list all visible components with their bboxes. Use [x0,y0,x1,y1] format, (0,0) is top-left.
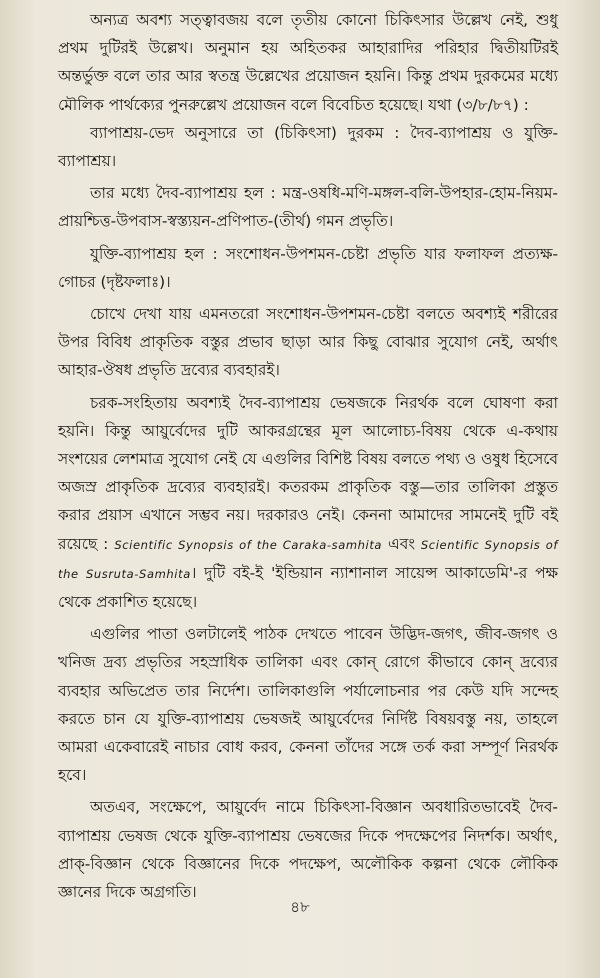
paragraph-6-end: । দুটি বই-ই 'ইন্ডিয়ান ন্যাশানাল সায়েন্স আকাডেমি'-র পক্ষ থেকে প্রকাশিত হয়েছে। [58,563,558,612]
paragraph-7: এগুলির পাতা ওলটালেই পাঠক দেখতে পাবেন উদ্ভিদ-জগৎ, জীব-জগৎ ও খনিজ দ্রব্য প্রভৃতির সহস্রাধিক তালিকা এবং কোন্ রোগে কীভাবে কোন্ দ্রব্যের ব্যবহার অভিপ্রেত তার নির্দেশ। তালিকাগুলি পর্যালোচনার পর কেউ যদি সন্দেহ করতে চান যে যুক্তি-ব্যাপাশ্রয় ভেষজই আয়ুর্বেদের নির্দিষ্ট বিষয়বস্তু নয়, তাহলে আমরা একেবারেই নাচার বোধ করব, কেননা তাঁদের সঙ্গে তর্ক করা সম্পূর্ণ নিরর্থক হবে। [58,625,558,785]
paragraph-6-text: চরক-সংহিতায় অবশ্যই দৈব-ব্যাপাশ্রয় ভেষজকে নিরর্থক বলে ঘোষণা করা হয়নি। কিন্তু আয়ুর্বেদের দুটি আকরগ্রন্থের মূল আলোচ্য-বিষয় থেকে এ-কথায় সংশয়ের লেশমাত্র সুযোগ নেই যে এগুলির বিশিষ্ট বিষয় বলতে পথ্য ও ওষুধ হিসেবে অজস্র প্রাকৃতিক দ্রব্যের ব্যবহারই। কতরকম প্রাকৃতিক বস্তু—তার তালিকা প্রস্তুত করার প্রয়াস এখানে সম্ভব নয়। দরকারও নেই। কেননা আমাদের সামনেই দুটি বই রয়েছে : [58,393,558,553]
paragraph-8: অতএব, সংক্ষেপে, আয়ুর্বেদ নামে চিকিৎসা-বিজ্ঞান অবধারিতভাবেই দৈব-ব্যাপাশ্রয় ভেষজ থেকে যুক্তি-ব্যাপাশ্রয় ভেষজের দিকে পদক্ষেপের নিদর্শক। অর্থাৎ, প্রাক্-বিজ্ঞান থেকে বিজ্ঞানের দিকে পদক্ষেপ, অলৌকিক কল্পনা থেকে লৌকিক জ্ঞানের দিকে অগ্রগতি। [58,798,558,902]
paragraph-6 [58,389,558,617]
paragraph-3: তার মধ্যে দৈব-ব্যাপাশ্রয় হল : মন্ত্র-ওষধি-মণি-মঙ্গল-বলি-উপহার-হোম-নিয়ম-প্রায়শ্চিত্ত-উপবাস-স্বস্ত্যয়ন-প্রণিপাত-(তীর্থ) গমন প্রভৃতি। [58,184,558,231]
page-body [58,6,558,906]
paragraph-6-joiner: এবং [388,534,415,553]
paragraph-4: যুক্তি-ব্যাপাশ্রয় হল : সংশোধন-উপশমন-চেষ্টা প্রভৃতি যার ফলাফল প্রত্যক্ষ-গোচর (দৃষ্টফলাঃ)। [58,244,558,291]
paragraph-5: চোখে দেখা যায় এমনতরো সংশোধন-উপশমন-চেষ্টা বলতে অবশ্যই শরীরের উপর বিবিধ প্রাকৃতিক বস্তুর প্রভাব ছাড়া আর কিছু বোঝার সুযোগ নেই, অর্থাৎ আহার-ঔষধ প্রভৃতি দ্রব্যের ব্যবহারই। [58,305,558,380]
book-title-caraka: Scientific Synopsis of the Caraka-samhita [114,537,383,552]
book-title-susruta: Scientific Synopsis of the Susruta-Samhita [58,537,558,581]
page-number: ৪৮ [290,898,310,916]
paragraph-1: অন্যত্র অবশ্য সত্ত্বাবজয় বলে তৃতীয় কোনো চিকিৎসার উল্লেখ নেই, শুধু প্রথম দুটিরই উল্লেখ। অনুমান হয় অহিতকর আহারাদির পরিহার দ্বিতীয়টিরই অন্তর্ভুক্ত বলে তার আর স্বতন্ত্র উল্লেখের প্রয়োজন হয়নি। কিন্তু প্রথম দুরকমের মধ্যে মৌলিক পার্থক্যের পুনরুল্লেখ প্রয়োজন বলে বিবেচিত হয়েছে। যথা (৩/৮/৮৭) : [58,11,558,114]
paragraph-2: ব্যাপাশ্রয়-ভেদ অনুসারে তা (চিকিৎসা) দুরকম : দৈব-ব্যাপাশ্রয় ও যুক্তি-ব্যাপাশ্রয়। [58,123,558,171]
